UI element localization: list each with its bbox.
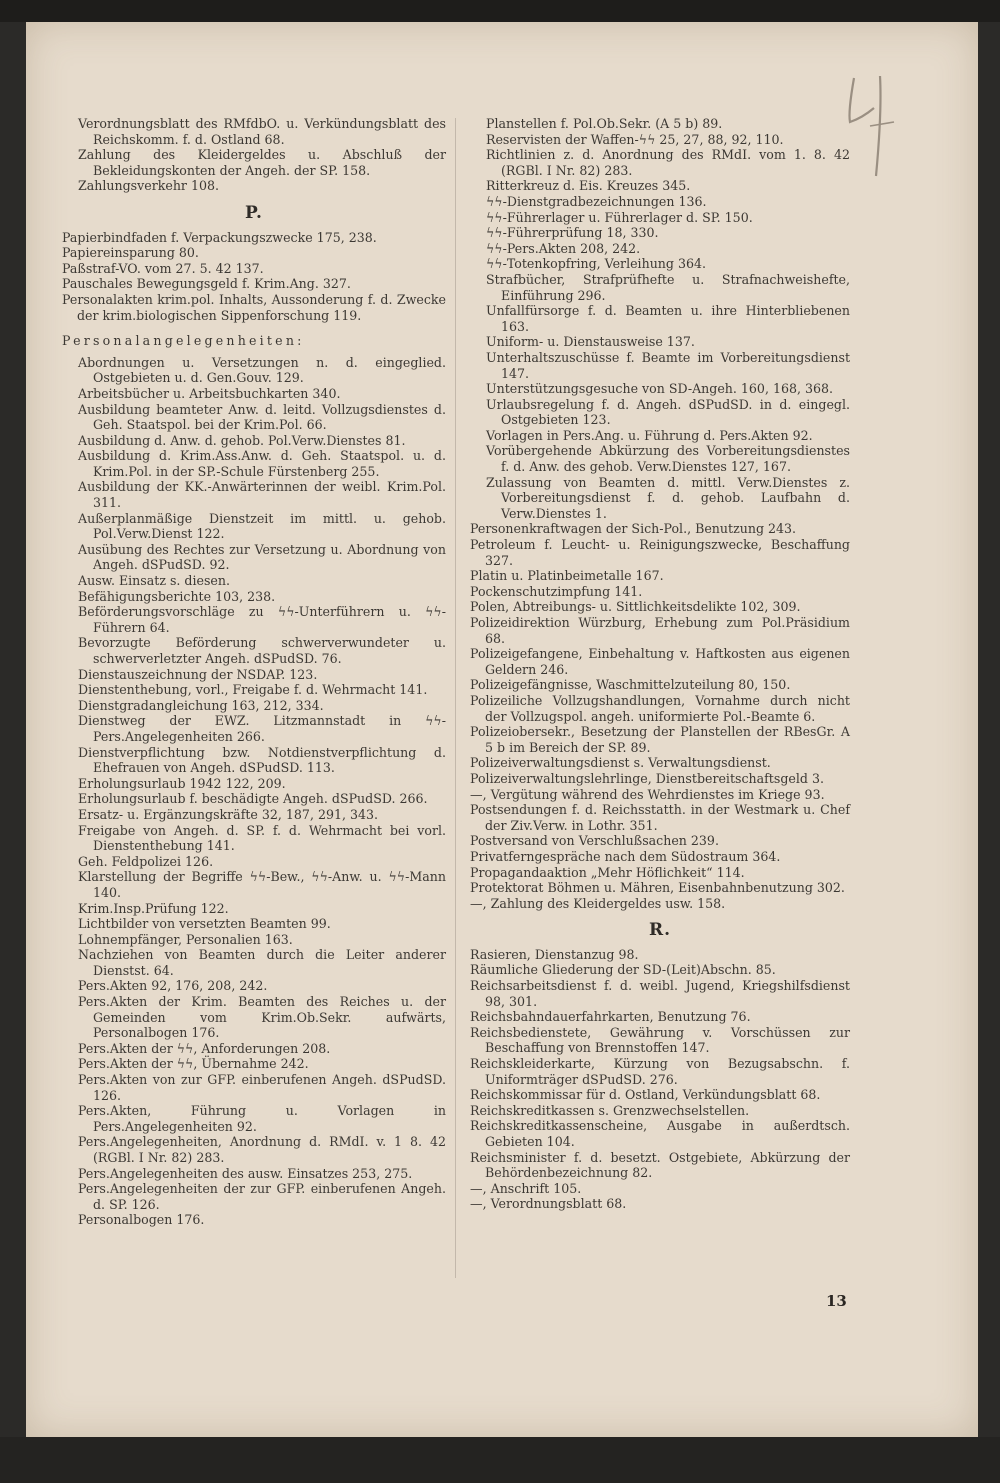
index-entry: Rasieren, Dienstanzug 98. (470, 946, 639, 962)
index-entry: Beförderungsvorschläge zu ϟϟ-Unterführern u. ϟϟ-Führern 64. (78, 604, 446, 635)
index-entry: Personalbogen 176. (78, 1212, 205, 1228)
index-entry: Paßstraf-VO. vom 27. 5. 42 137. (62, 260, 264, 276)
index-entry: Dienstweg der EWZ. Litzmannstadt in ϟϟ-Pers.Angelegenheiten 266. (78, 713, 446, 744)
index-entry: Ritterkreuz d. Eis. Kreuzes 345. (486, 178, 691, 194)
index-entry: Polizeiverwaltungslehrlinge, Dienstbereitschaftsgeld 3. (470, 770, 824, 786)
right-p-list (470, 521, 850, 911)
index-entry: Reichsarbeitsdienst f. d. weibl. Jugend, Kriegshilfsdienst 98, 301. (470, 978, 850, 1009)
index-entry: Propagandaaktion „Mehr Höflichkeit“ 114. (470, 864, 745, 880)
personal-subheading: Personalangelegenheiten: (62, 333, 305, 349)
index-entry: Ersatz- u. Ergänzungskräfte 32, 187, 291, 343. (78, 806, 379, 822)
index-entry: Pers.Akten der ϟϟ, Anforderungen 208. (78, 1040, 331, 1056)
index-entry: Nachziehen von Beamten durch die Leiter anderer Dienstst. 64. (78, 947, 446, 978)
index-entry: Polizeiverwaltungsdienst s. Verwaltungsdienst. (470, 755, 771, 771)
index-entry: Personenkraftwagen der Sich-Pol., Benutzung 243. (470, 521, 797, 537)
index-entry: Polizeidirektion Würzburg, Erhebung zum Pol.Präsidium 68. (470, 615, 850, 646)
index-entry: Reichsminister f. d. besetzt. Ostgebiete, Abkürzung der Behördenbezeichnung 82. (470, 1149, 850, 1181)
index-entry: Freigabe von Angeh. d. SP. f. d. Wehrmacht bei vorl. Dienstenthebung 141. (78, 822, 446, 854)
index-entry: Polizeiobersekr., Besetzung der Planstellen der RBesGr. A 5 b im Bereich der SP. 89. (470, 724, 850, 755)
index-entry: Pauschales Bewegungsgeld f. Krim.Ang. 327. (62, 276, 351, 292)
index-entry: Zulassung von Beamten d. mittl. Verw.Dienstes z. Vorbereitungsdienst f. d. gehob. Laufbahn d. Verw.Dienstes 1. (486, 474, 850, 521)
index-entry: Urlaubsregelung f. d. Angeh. dSPudSD. in d. eingegl. Ostgebieten 123. (486, 396, 850, 428)
index-entry: Verordnungsblatt des RMfdbO. u. Verkündungsblatt des Reichskomm. f. d. Ostland 68. (78, 116, 446, 147)
index-entry: Arbeitsbücher u. Arbeitsbuchkarten 340. (78, 385, 341, 401)
index-entry: Pers.Akten 92, 176, 208, 242. (78, 978, 268, 994)
index-entry: Ausübung des Rechtes zur Versetzung u. Abordnung von Angeh. dSPudSD. 92. (78, 541, 446, 573)
index-entry: —, Zahlung des Kleidergeldes usw. 158. (470, 895, 726, 911)
index-entry: Personalakten krim.pol. Inhalts, Aussonderung f. d. Zwecke der krim.biologischen Sippenforschung 119. (62, 291, 446, 323)
index-entry: Dienstenthebung, vorl., Freigabe f. d. Wehrmacht 141. (78, 682, 428, 698)
index-entry: Ausbildung beamteter Anw. d. leitd. Vollzugsdienstes d. Geh. Staatspol. bei der Krim.Pol. 66. (78, 401, 446, 433)
index-entry: Geh. Feldpolizei 126. (78, 853, 214, 869)
index-entry: Strafbücher, Strafprüfhefte u. Strafnachweishefte, Einführung 296. (486, 271, 850, 303)
index-entry: Unfallfürsorge f. d. Beamten u. ihre Hinterbliebenen 163. (486, 303, 850, 334)
index-entry: Reichskreditkassen s. Grenzwechselstellen. (470, 1102, 750, 1118)
index-entry: Abordnungen u. Versetzungen n. d. eingeglied. Ostgebieten u. d. Gen.Gouv. 129. (78, 354, 446, 386)
index-entry: Dienstauszeichnung der NSDAP. 123. (78, 666, 318, 682)
index-entry: Lichtbilder von versetzten Beamten 99. (78, 916, 331, 932)
index-entry: Pers.Akten der ϟϟ, Übernahme 242. (78, 1056, 309, 1072)
index-entry: Protektorat Böhmen u. Mähren, Eisenbahnbenutzung 302. (470, 880, 845, 896)
index-entry: Befähigungsberichte 103, 238. (78, 588, 276, 604)
index-entry: Krim.Insp.Prüfung 122. (78, 900, 229, 916)
personal-affairs-list (62, 355, 446, 1228)
index-entry: Reichskommissar für d. Ostland, Verkündungsblatt 68. (470, 1087, 821, 1103)
index-entry: Vorlagen in Pers.Ang. u. Führung d. Pers.Akten 92. (486, 427, 813, 443)
right-column (470, 116, 850, 1212)
index-entry: Pockenschutzimpfung 141. (470, 583, 643, 599)
index-entry: Reichsbedienstete, Gewährung v. Vorschüssen zur Beschaffung von Brennstoffen 147. (470, 1024, 850, 1056)
index-entry: —, Verordnungsblatt 68. (470, 1196, 627, 1212)
index-entry: Papiereinsparung 80. (62, 245, 199, 261)
index-entry: Pers.Akten, Führung u. Vorlagen in Pers.Angelegenheiten 92. (78, 1103, 446, 1134)
scan-background-top (0, 0, 1000, 22)
right-r-list (470, 947, 850, 1212)
index-entry: Ausw. Einsatz s. diesen. (78, 573, 231, 589)
index-entry: Ausbildung d. Krim.Ass.Anw. d. Geh. Staatspol. u. d. Krim.Pol. in der SP.-Schule Fürstenberg 255. (78, 448, 446, 479)
index-entry: Reichskleiderkarte, Kürzung von Bezugsabschn. f. Uniformträger dSPudSD. 276. (470, 1056, 850, 1087)
index-entry: Petroleum f. Leucht- u. Reinigungszwecke, Beschaffung 327. (470, 537, 850, 568)
index-entry: Räumliche Gliederung der SD-(Leit)Abschn. 85. (470, 962, 776, 978)
index-entry: Dienstgradangleichung 163, 212, 334. (78, 697, 324, 713)
index-entry: Richtlinien z. d. Anordnung des RMdI. vom 1. 8. 42 (RGBl. I Nr. 82) 283. (486, 147, 850, 178)
section-heading-r: R. (648, 920, 672, 941)
index-entry: Unterhaltszuschüsse f. Beamte im Vorbereitungsdienst 147. (486, 349, 850, 381)
index-entry: Erholungsurlaub 1942 122, 209. (78, 775, 286, 791)
index-entry: Planstellen f. Pol.Ob.Sekr. (A 5 b) 89. (486, 116, 723, 131)
column-divider (455, 118, 456, 1278)
index-entry: Postversand von Verschlußsachen 239. (470, 833, 719, 849)
index-entry: Pers.Akten der Krim. Beamten des Reiches u. der Gemeinden vom Krim.Ob.Sekr. aufwärts, Personalbogen 176. (78, 994, 446, 1041)
index-entry: Pers.Angelegenheiten, Anordnung d. RMdI. v. 1 8. 42 (RGBl. I Nr. 82) 283. (78, 1134, 446, 1165)
index-entry: Polizeigefangene, Einbehaltung v. Haftkosten aus eigenen Geldern 246. (470, 646, 850, 677)
index-entry: Papierbindfaden f. Verpackungszwecke 175, 238. (62, 229, 377, 245)
index-entry: Lohnempfänger, Personalien 163. (78, 931, 293, 947)
index-entry: Polen, Abtreibungs- u. Sittlichkeitsdelikte 102, 309. (470, 599, 801, 615)
index-entry: Ausbildung d. Anw. d. gehob. Pol.Verw.Dienstes 81. (78, 432, 406, 448)
index-entry: —, Anschrift 105. (470, 1180, 582, 1196)
index-entry: Unterstützungsgesuche von SD-Angeh. 160, 168, 368. (486, 381, 834, 397)
index-entry: Postsendungen f. d. Reichsstatth. in der Westmark u. Chef der Ziv.Verw. in Lothr. 351. (470, 802, 850, 833)
scan-background-bottom (0, 1437, 1000, 1483)
index-entry: Klarstellung der Begriffe ϟϟ-Bew., ϟϟ-Anw. u. ϟϟ-Mann 140. (78, 869, 446, 900)
page-number: 13 (826, 1292, 847, 1310)
index-entry: ϟϟ-Dienstgradbezeichnungen 136. (486, 193, 707, 209)
index-entry: Reichsbahndauerfahrkarten, Benutzung 76. (470, 1009, 751, 1025)
index-entry: Ausbildung der KK.-Anwärterinnen der weibl. Krim.Pol. 311. (78, 479, 446, 511)
index-entry: Privatferngespräche nach dem Südostraum 364. (470, 848, 781, 864)
index-entry: Zahlungsverkehr 108. (78, 178, 219, 194)
index-entry: Pers.Akten von zur GFP. einberufenen Angeh. dSPudSD. 126. (78, 1072, 446, 1103)
index-entry: Zahlung des Kleidergeldes u. Abschluß der Bekleidungskonten der Angeh. der SP. 158. (78, 147, 446, 178)
index-entry: ϟϟ-Führerlager u. Führerlager d. SP. 150. (486, 209, 753, 225)
index-entry: Platin u. Platinbeimetalle 167. (470, 568, 664, 584)
index-entry: Vorübergehende Abkürzung des Vorbereitungsdienstes f. d. Anw. des gehob. Verw.Dienstes 127, 167. (486, 443, 850, 475)
index-entry: Pers.Angelegenheiten der zur GFP. einberufenen Angeh. d. SP. 126. (78, 1181, 446, 1212)
index-entry: Polizeiliche Vollzugshandlungen, Vornahme durch nicht der Vollzugspol. angeh. uniformierte Pol.-Beamte 6. (470, 692, 850, 724)
index-entry: —, Vergütung während des Wehrdienstes im Kriege 93. (470, 786, 825, 802)
index-entry: Außerplanmäßige Dienstzeit im mittl. u. gehob. Pol.Verw.Dienst 122. (78, 510, 446, 542)
index-entry: ϟϟ-Totenkopfring, Verleihung 364. (486, 256, 707, 272)
index-entry: Reichskreditkassenscheine, Ausgabe in außerdtsch. Gebieten 104. (470, 1118, 850, 1149)
right-sub-list (470, 116, 850, 521)
index-entry: ϟϟ-Pers.Akten 208, 242. (486, 240, 641, 256)
index-entry: Polizeigefängnisse, Waschmittelzuteilung 80, 150. (470, 677, 791, 693)
index-entry: Bevorzugte Beförderung schwerverwundeter u. schwerverletzter Angeh. dSPudSD. 76. (78, 635, 446, 666)
section-heading-p: P. (245, 202, 263, 223)
left-top-list (62, 116, 446, 194)
index-entry: ϟϟ-Führerprüfung 18, 330. (486, 225, 659, 241)
index-entry: Reservisten der Waffen-ϟϟ 25, 27, 88, 92, 110. (486, 131, 784, 147)
left-column (62, 116, 446, 1228)
index-entry: Uniform- u. Dienstausweise 137. (486, 334, 695, 350)
left-p-list (62, 230, 446, 324)
index-entry: Erholungsurlaub f. beschädigte Angeh. dSPudSD. 266. (78, 791, 428, 807)
index-entry: Dienstverpflichtung bzw. Notdienstverpflichtung d. Ehefrauen von Angeh. dSPudSD. 113. (78, 744, 446, 776)
index-entry: Pers.Angelegenheiten des ausw. Einsatzes 253, 275. (78, 1165, 413, 1181)
